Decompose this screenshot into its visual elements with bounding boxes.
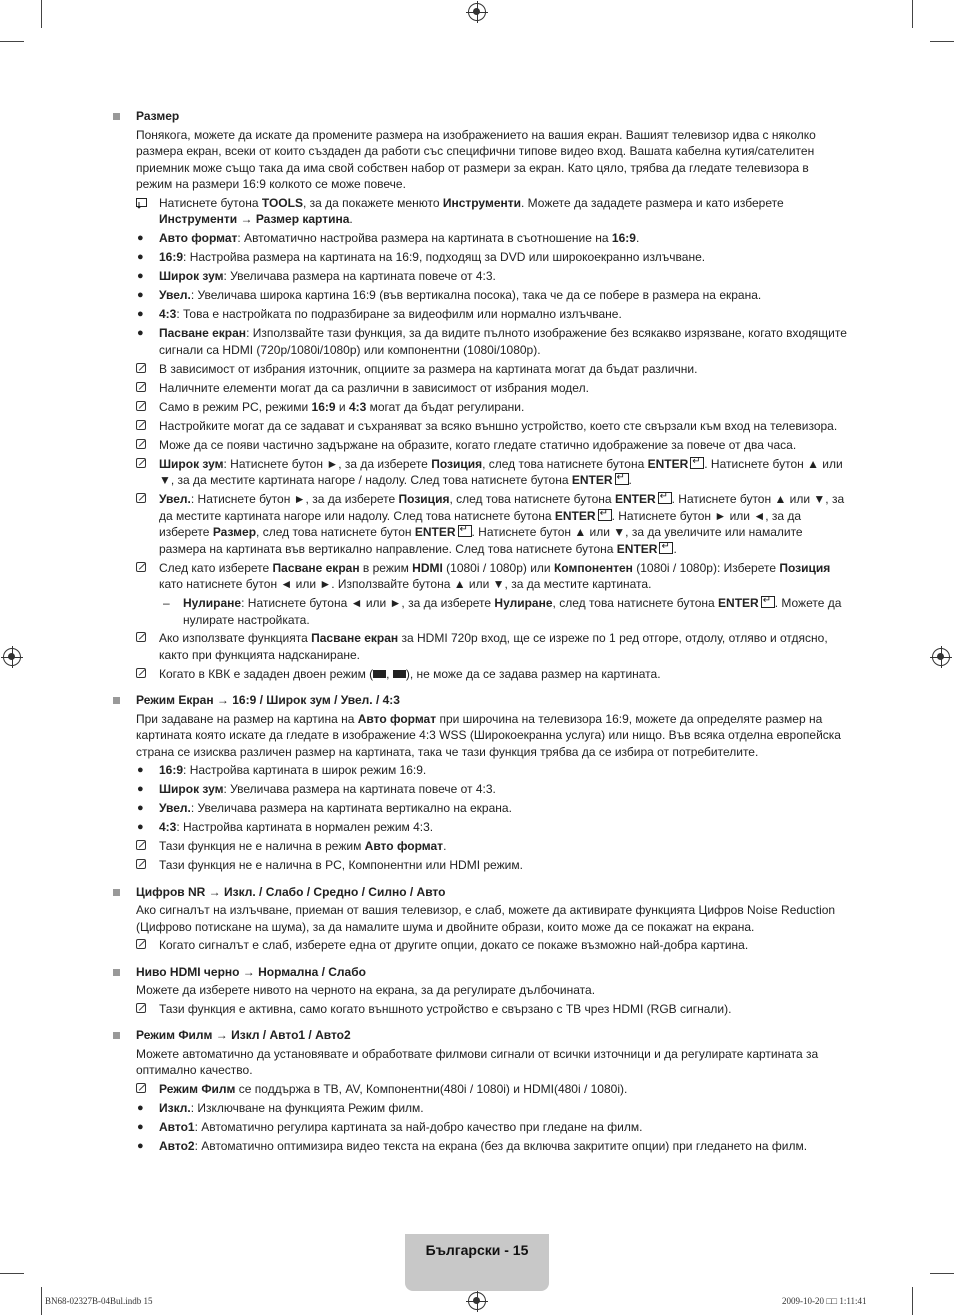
crop-mark: [0, 41, 24, 42]
section: [113, 884, 848, 954]
note-icon: [136, 493, 146, 503]
section-title: [136, 1027, 848, 1044]
bullet-item: ● 16:9: Настройва размера на картината на 16:9, подходящ за DVD или широкоекранно излъчване.: [137, 250, 706, 264]
note-item: В зависимост от избрания източник, опциите за размера на картината могат да бъдат различни.: [136, 361, 848, 378]
note-item: Само в режим PC, режими 16:9 и 4:3 могат да бъдат регулирани.: [136, 399, 848, 416]
note-item: След като изберете Пасване екран в режим HDMI (1080i / 1080p) или Компонентен (1080i / 1080p): Изберете Позиция като натиснете бутон ◄ или ►. Използвайте бутона ▲ или ▼, за да местите картината.: [136, 560, 848, 593]
bullet-icon: ●: [137, 232, 144, 244]
note-item: Когато в КВК е зададен двоен режим ( , ), не може да се задава размер на картината.: [136, 666, 848, 683]
note-icon: [136, 562, 146, 572]
note-item: Увел.: Натиснете бутон ►, за да изберете Позиция, след това натиснете бутона ENTER↵ . Натиснете бутон ▲ или ▼, за да местите картината нагоре или надолу. След това натиснете бутона ENTER↵ . Натиснете бутон ► или ◄, за да изберете Размер, след това натиснете бутон ENTER↵ . Натиснете бутон ▲ или ▼, за да увеличите или намалите размера на картината във вертикално направление. След това натиснете бутона ENTER↵ .: [136, 491, 848, 557]
bullet-item: ● Пасване екран: Използвайте тази функция, за да видите пълното изображение без всякакво изрязване, когато входящите сигнали са HDMI (720p/1080i/1080p) или компонентни (1080i/1080p).: [137, 326, 847, 357]
note-icon: [136, 420, 146, 430]
section-title: [136, 692, 848, 709]
section-title-text: Режим Филм → Изкл / Авто1 / Авто2: [136, 1028, 351, 1042]
bullet-item: ● 4:3: Това е настройката по подразбиране за видеофилм или нормално излъчване.: [137, 307, 622, 321]
section: [113, 1027, 848, 1154]
section: [113, 692, 848, 874]
bullet-item: ● Широк зум: Увеличава размера на картината повече от 4:3.: [137, 782, 496, 796]
crop-mark: [0, 1273, 24, 1274]
note-icon: [136, 859, 146, 869]
print-slug-date: 2009-10-20 □□ 1:11:41: [782, 1296, 867, 1306]
section-title-text: Цифров NR → Изкл. / Слабо / Средно / Силно / Авто: [136, 884, 446, 899]
section-title: [136, 964, 848, 981]
square-bullet-icon: [113, 1032, 120, 1039]
registration-target-icon: [468, 1292, 486, 1310]
note-icon: [136, 1003, 146, 1013]
bullet-item: ● 4:3: Настройва картината в нормален режим 4:3.: [137, 820, 434, 834]
note-icon: [136, 401, 146, 411]
registration-target-icon: [468, 3, 486, 21]
paragraph: Понякога, можете да искате да промените размера на изображението на вашия екран. Вашият телевизор идва с няколко размера екран, всеки от които създаден да работи със специфични типове видео вход. Вашата кабелна кутия/сателитен приемник може също така да има свой собствен набор от размери за екран. Като цяло, трябва да гледате телевизора в режим на размери 16:9 колкото се може повече.: [136, 127, 816, 191]
note-icon: [136, 939, 146, 949]
bullet-item: ● Авто2: Автоматично оптимизира видео текста на екрана (без да включва закритите опции) при гледането на филм.: [137, 1138, 808, 1153]
note-item: Може да се появи частично задържане на образите, когато гледате статично идображение за повече от два часа.: [136, 437, 848, 454]
bullet-icon: ●: [137, 1101, 144, 1114]
bullet-item: ● Изкл.: Изключване на функцията Режим филм.: [137, 1100, 424, 1115]
bullet-icon: ●: [137, 764, 144, 776]
note-item: Тази функция не е налична в режим Авто формат.: [136, 838, 848, 855]
tools-item: Натиснете бутона TOOLS, за да покажете менюто Инструменти. Можете да зададете размера и като изберете Инструменти → Размер картина.: [136, 195, 848, 228]
page-number-label: Български - 15: [425, 1242, 529, 1258]
crop-mark: [930, 41, 954, 42]
bullet-icon: ●: [137, 251, 144, 263]
paragraph: Можете автоматично да установявате и обработвате филмови сигнали от всички източници и да регулирате картината за оптимално качество.: [136, 1046, 819, 1077]
bullet-item: ● Авто формат: Автоматично настройва размера на картината в съотношение на 16:9.: [137, 231, 640, 245]
note-item: Настройките могат да се задават и съхраняват за всяко външно устройство, което сте свързали към вход на телевизора.: [136, 418, 848, 435]
section-title-text: Ниво HDMI черно → Нормална / Слабо: [136, 964, 366, 979]
crop-mark: [41, 0, 42, 28]
print-slug-file: BN68-02327B-04Bul.indb 15: [45, 1296, 153, 1306]
bullet-icon: ●: [137, 1139, 144, 1152]
bullet-item: ● Широк зум: Увеличава размера на картината повече от 4:3.: [137, 269, 496, 283]
section-title: [136, 108, 848, 125]
section-title: [136, 884, 848, 901]
square-bullet-icon: [113, 113, 120, 120]
bullet-icon: ●: [137, 821, 144, 833]
bullet-icon: ●: [137, 327, 144, 339]
registration-target-icon: [3, 648, 21, 666]
note-item: Когато сигналът е слаб, изберете една от другите опции, докато се покаже възможно най-добра картина.: [136, 937, 848, 954]
manual-content: [113, 108, 848, 1164]
note-icon: [136, 840, 146, 850]
bullet-item: ● Увел.: Увеличава размера на картината вертикално на екрана.: [137, 801, 512, 815]
note-item: Тази функция е активна, само когато външното устройство е свързано с ТВ чрез HDMI (RGB сигнали).: [136, 1001, 848, 1018]
bullet-icon: ●: [137, 289, 144, 301]
bullet-icon: ●: [137, 1120, 144, 1133]
crop-mark: [912, 1287, 913, 1315]
bullet-item: ● Авто1: Автоматично регулира картината за най-добро качество при гледане на филм.: [137, 1119, 643, 1134]
bullet-icon: ●: [137, 783, 144, 795]
note-item: Наличните елементи могат да са различни в зависимост от избрания модел.: [136, 380, 848, 397]
square-bullet-icon: [113, 889, 120, 896]
note-icon: [136, 668, 146, 678]
bullet-item: ● Увел.: Увеличава широка картина 16:9 (във вертикална посока), така че да се побере в размера на екрана.: [137, 288, 762, 302]
note-icon: [136, 363, 146, 373]
tools-icon: [136, 197, 147, 208]
square-bullet-icon: [113, 969, 120, 976]
note-icon: [136, 458, 146, 468]
note-icon: [136, 439, 146, 449]
bullet-icon: ●: [137, 802, 144, 814]
square-bullet-icon: [113, 697, 120, 704]
section-title-text: Размер: [136, 109, 180, 123]
paragraph: Ако сигналът на излъчване, приеман от вашия телевизор, е слаб, можете да активирате функцията Цифров Noise Reduction (Цифрово потискане на шума), за да намалите шума и двойните образи, които може да се покажат на екрана.: [136, 903, 836, 934]
note-item: Режим Филм се поддържа в ТВ, AV, Компонентни(480i / 1080i) и HDMI(480i / 1080i).: [136, 1081, 848, 1098]
bullet-icon: ●: [137, 308, 144, 320]
crop-mark: [912, 0, 913, 28]
note-item: Тази функция не е налична в PC, Компонентни или HDMI режим.: [136, 857, 848, 874]
note-item: Ако използвате функцията Пасване екран за HDMI 720p вход, ще се изреже по 1 ред отгоре, отдолу, отляво и отдясно, както при функцията надсканиране.: [136, 630, 848, 663]
section: [113, 964, 848, 1018]
sub-item: – Нулиране: Натиснете бутона ◄ или ►, за да изберете Нулиране, след това натиснете бутона ENTER↵ . Можете да нулирате настройката.: [136, 595, 848, 628]
section: [113, 108, 848, 682]
crop-mark: [930, 1273, 954, 1274]
dash-marker: –: [163, 596, 170, 610]
note-icon: [136, 632, 146, 642]
bullet-icon: ●: [137, 270, 144, 282]
note-icon: [136, 1083, 146, 1093]
paragraph: Можете да изберете нивото на черното на екрана, за да регулирате дълбочината.: [136, 983, 596, 997]
paragraph: При задаване на размер на картина на Авто формат при широчина на телевизора 16:9, можете да определяте размер на картината която искате да гледате в изображение 4:3 WSS (Широкоекранна услуга) или нищо. Във всяка отделна европейска страна се изисква различен размер на картината, така че тази функция трябва да се избира от потребителите.: [136, 711, 841, 759]
bullet-item: ● 16:9: Настройва картината в широк режим 16:9.: [137, 763, 427, 777]
registration-target-icon: [932, 648, 950, 666]
section-title-text: Режим Екран → 16:9 / Широк зум / Увел. / 4:3: [136, 693, 400, 707]
note-icon: [136, 382, 146, 392]
crop-mark: [41, 1287, 42, 1315]
note-item: Широк зум: Натиснете бутон ►, за да изберете Позиция, след това натиснете бутона ENTER↵ . Натиснете бутон ▲ или ▼, за да местите картината нагоре / надолу. След това натиснете бутона ENTER↵ .: [136, 456, 848, 489]
